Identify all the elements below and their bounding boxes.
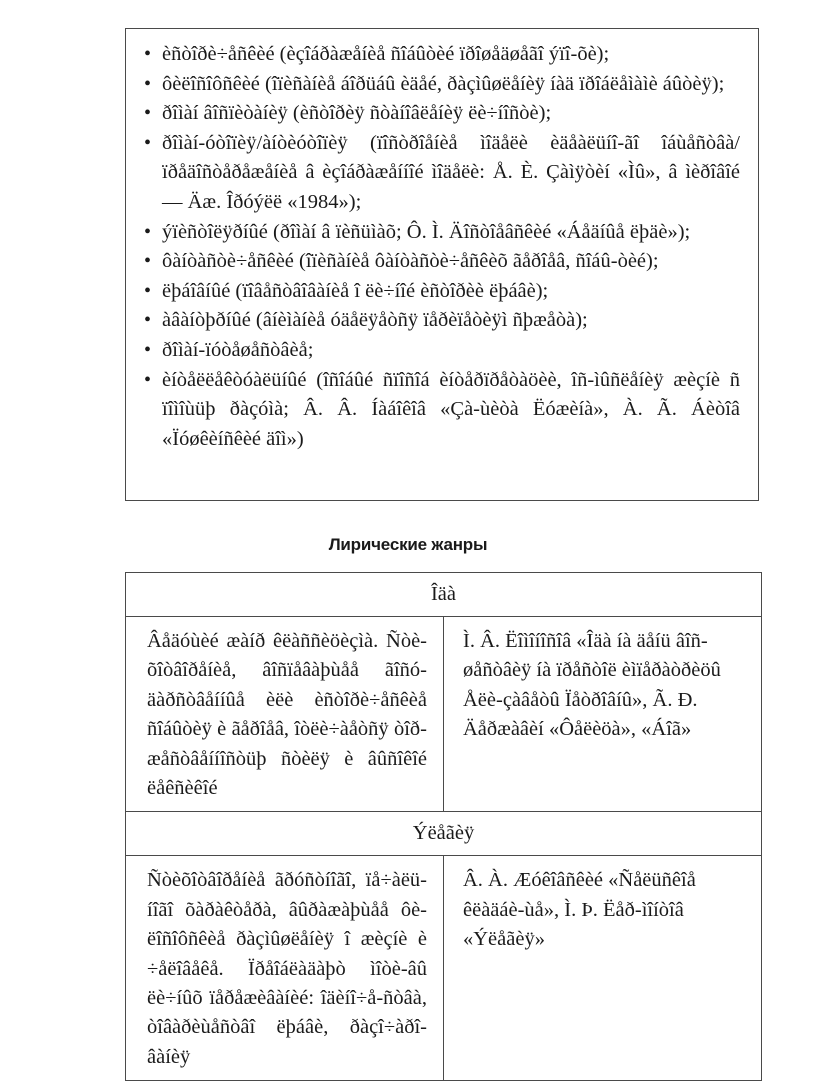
section-caption: Лирические жанры bbox=[328, 535, 488, 554]
bullet-icon: • bbox=[144, 309, 152, 332]
genre-list-box bbox=[125, 28, 759, 501]
genre-list bbox=[126, 29, 758, 454]
list-item: • ðîìàí-óòîïèÿ/àíòèóòîïèÿ (ïîñòðîåíèå ìîäåëè èäåàëüíî-ãî îáùåñòâà/ïðåäîñòåðåæåíèå â èçîáðàæåííîé ìîäåëè: Å. È. Çàìÿòèí «Ìû», â ìèðîâîé — Äæ. Îðóýëë «1984»); bbox=[144, 129, 740, 218]
table-row bbox=[126, 856, 762, 1081]
bullet-icon: • bbox=[144, 368, 152, 391]
list-item: • ôèëîñîôñêèé (îïèñàíèå áîðüáû èäåé, ðàçìûøëåíèÿ íàä ïðîáëåìàìè áûòèÿ); bbox=[144, 70, 740, 100]
list-item: • ýïèñòîëÿðíûé (ðîìàí â ïèñüìàõ; Ô. Ì. Äîñòîåâñêèé «Áåäíûå ëþäè»); bbox=[144, 218, 740, 248]
bullet-icon: • bbox=[144, 102, 152, 125]
bullet-icon: • bbox=[144, 338, 152, 361]
bullet-icon: • bbox=[144, 220, 152, 243]
genre-description: Âåäóùèé æàíð êëàññèöèçìà. Ñòè-õîòâîðåíèå, âîñïåâàþùåå ãîñó-äàðñòâåííûå èëè èñòîðè÷åñêèå ñîáûòèÿ è ãåðîåâ, îòëè÷àåòñÿ òîð-æåñòâåííîñòüþ ñòèëÿ è âûñîêîé ëåêñèêîé bbox=[126, 617, 444, 812]
bullet-icon: • bbox=[144, 43, 152, 65]
section-title: Îäà bbox=[126, 573, 762, 617]
list-item: • ôàíòàñòè÷åñêèé (îïèñàíèå ôàíòàñòè÷åñêèõ ãåðîåâ, ñîáû-òèé); bbox=[144, 247, 740, 277]
list-item: • ðîìàí âîñïèòàíèÿ (èñòîðèÿ ñòàíîâëåíèÿ ëè÷íîñòè); bbox=[144, 99, 740, 129]
list-item: • èñòîðè÷åñêèé (èçîáðàæåíèå ñîáûòèé ïðîøåäøåãî ýïî-õè); bbox=[144, 40, 740, 70]
bullet-icon: • bbox=[144, 72, 152, 95]
list-item: • àâàíòþðíûé (âíèìàíèå óäåëÿåòñÿ ïåðèïåòèÿì ñþæåòà); bbox=[144, 306, 740, 336]
bullet-icon: • bbox=[144, 250, 152, 273]
list-item: • ëþáîâíûé (ïîâåñòâîâàíèå î ëè÷íîé èñòîðèè ëþáâè); bbox=[144, 277, 740, 307]
lyric-genres-table bbox=[125, 572, 762, 1081]
genre-authors: Â. À. Æóêîâñêèé «Ñåëüñêîå êëàäáè-ùå», Ì. Þ. Ëåð-ìîíòîâ «Ýëåãèÿ» bbox=[444, 856, 762, 1081]
table-row bbox=[126, 617, 762, 812]
genre-authors: Ì. Â. Ëîìîíîñîâ «Îäà íà äåíü âîñ-øåñòâèÿ íà ïðåñòîë èìïåðàòðèöû Åëè-çàâåòû Ïåòðîâíû», Ã. Ð. Äåðæàâèí «Ôåëèöà», «Áîã» bbox=[444, 617, 762, 812]
section-title: Ýëåãèÿ bbox=[126, 812, 762, 856]
bullet-icon: • bbox=[144, 131, 152, 154]
table-section-header bbox=[126, 573, 762, 617]
genre-description: Ñòèõîòâîðåíèå ãðóñòíîãî, ïå÷àëü-íîãî õàðàêòåðà, âûðàæàþùåå ôè-ëîñîôñêèå ðàçìûøëåíèÿ î æèçíè è ÷åëîâåêå. Ïðåîáëàäàþò ìîòè-âû ëè÷íûõ ïåðåæèâàíèé: îäèíî÷å-ñòâà, òîâàðèùåñòâî ëþáâè, ðàçî÷àðî-âàíèÿ bbox=[126, 856, 444, 1081]
list-item: • èíòåëëåêòóàëüíûé (îñîáûé ñïîñîá èíòåðïðåòàöèè, îñ-ìûñëåíèÿ æèçíè ñ ïîìîùüþ ðàçóìà; Â. Â. Íàáîêîâ «Çà-ùèòà Ëóæèíà», À. Ã. Áèòîâ «Ïóøêèíñêèé äîì») bbox=[144, 366, 740, 455]
list-item: • ðîìàí-ïóòåøåñòâèå; bbox=[144, 336, 740, 366]
table-section-header bbox=[126, 812, 762, 856]
bullet-icon: • bbox=[144, 279, 152, 302]
